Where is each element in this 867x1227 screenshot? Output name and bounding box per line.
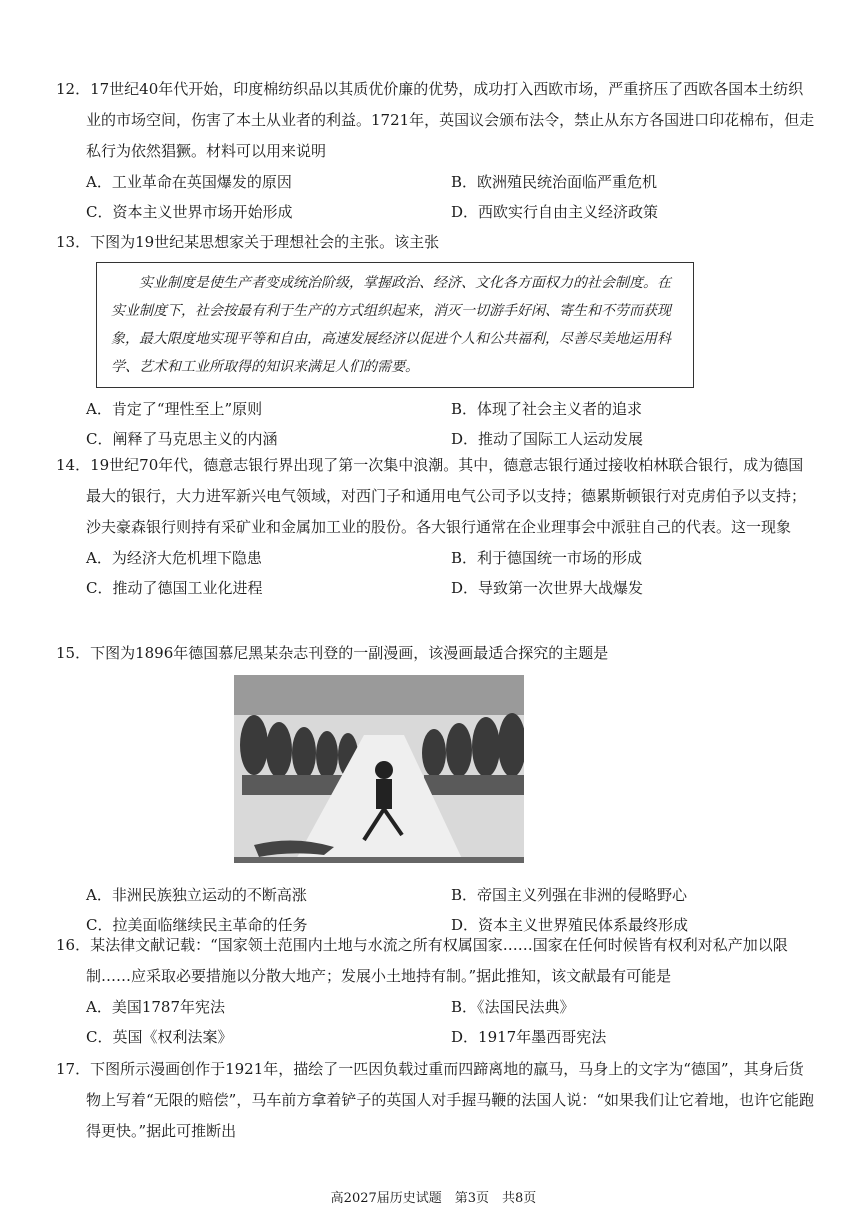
cartoon-image xyxy=(234,675,524,863)
option-d[interactable]: D．资本主义世界殖民体系最终形成 xyxy=(451,916,689,934)
option-c[interactable]: C．资本主义世界市场开始形成 xyxy=(86,203,293,221)
option-a[interactable]: A．肯定了“理性至上”原则 xyxy=(86,400,263,418)
option-d[interactable]: D．1917年墨西哥宪法 xyxy=(451,1028,607,1046)
option-b[interactable]: B．利于德国统一市场的形成 xyxy=(451,549,643,567)
options xyxy=(56,992,816,1052)
options xyxy=(56,167,816,227)
option-d[interactable]: D．导致第一次世界大战爆发 xyxy=(451,579,644,597)
option-a[interactable]: A．为经济大危机埋下隐患 xyxy=(86,549,262,567)
question-stem: 13．下图为19世纪某思想家关于理想社会的主张。该主张 xyxy=(56,233,440,251)
option-a[interactable]: A．美国1787年宪法 xyxy=(86,998,226,1016)
question-15 xyxy=(56,638,816,940)
options xyxy=(56,543,816,603)
option-b[interactable]: B．体现了社会主义者的追求 xyxy=(451,400,643,418)
options xyxy=(56,394,816,454)
option-d[interactable]: D．推动了国际工人运动发展 xyxy=(451,430,644,448)
option-b[interactable]: B．欧洲殖民统治面临严重危机 xyxy=(451,173,658,191)
option-c[interactable]: C．英国《权利法案》 xyxy=(86,1028,233,1046)
page-footer: 高2027届历史试题 第3页 共8页 xyxy=(330,1191,537,1206)
option-c[interactable]: C．推动了德国工业化进程 xyxy=(86,579,263,597)
option-a[interactable]: A．工业革命在英国爆发的原因 xyxy=(86,173,292,191)
question-stem: 16．某法律文献记载：“国家领土范围内土地与水流之所有权属国家……国家在任何时候皆有权利对私产加以限制……应采取必要措施以分散大地产；发展小土地持有制。”据此推知，该文献最有可能是 xyxy=(56,936,788,985)
option-b[interactable]: B．《法国民法典》 xyxy=(451,998,575,1016)
question-17 xyxy=(56,1054,816,1147)
option-c[interactable]: C．阐释了马克思主义的内涵 xyxy=(86,430,278,448)
option-b[interactable]: B．帝国主义列强在非洲的侵略野心 xyxy=(451,886,688,904)
quote-box xyxy=(96,262,694,388)
question-stem: 17．下图所示漫画创作于1921年，描绘了一匹因负载过重而四蹄离地的羸马，马身上的文字为“德国”，其身后货物上写着“无限的赔偿”，马车前方拿着铲子的英国人对手握马鞭的法国人说：“如果我们让它着地，也许它能跑得更快。”据此可推断出 xyxy=(56,1060,815,1140)
question-stem: 12．17世纪40年代开始，印度棉纺织品以其质优价廉的优势，成功打入西欧市场，严重挤压了西欧各国本土纺织业的市场空间，伤害了本土从业者的利益。1721年，英国议会颁布法令，禁止从东方各国进口印花棉布，但走私行为依然猖獗。材料可以用来说明 xyxy=(56,80,815,160)
question-stem: 14．19世纪70年代，德意志银行界出现了第一次集中浪潮。其中，德意志银行通过接收柏林联合银行，成为德国最大的银行，大力进军新兴电气领域，对西门子和通用电气公司予以支持；德累斯顿银行对克虏伯予以支持；沙夫豪森银行则持有采矿业和金属加工业的股份。各大银行通常在企业理事会中派驻自己的代表。这一现象 xyxy=(56,456,807,536)
option-d[interactable]: D．西欧实行自由主义经济政策 xyxy=(451,203,659,221)
question-stem: 15．下图为1896年德国慕尼黑某杂志刊登的一副漫画，该漫画最适合探究的主题是 xyxy=(56,644,609,662)
question-12 xyxy=(56,74,816,227)
question-13 xyxy=(56,227,816,454)
quote-text: 实业制度是使生产者变成统治阶级，掌握政治、经济、文化各方面权力的社会制度。在实业制度下，社会按最有利于生产的方式组织起来，消灭一切游手好闲、寄生和不劳而获现象，最大限度地实现平等和自由，高速发展经济以促进个人和公共福利，尽善尽美地运用科学、艺术和工业所取得的知识来满足人们的需要。 xyxy=(111,275,671,375)
question-16 xyxy=(56,930,816,1052)
option-a[interactable]: A．非洲民族独立运动的不断高涨 xyxy=(86,886,307,904)
option-c[interactable]: C．拉美面临继续民主革命的任务 xyxy=(86,916,308,934)
question-14 xyxy=(56,450,816,603)
